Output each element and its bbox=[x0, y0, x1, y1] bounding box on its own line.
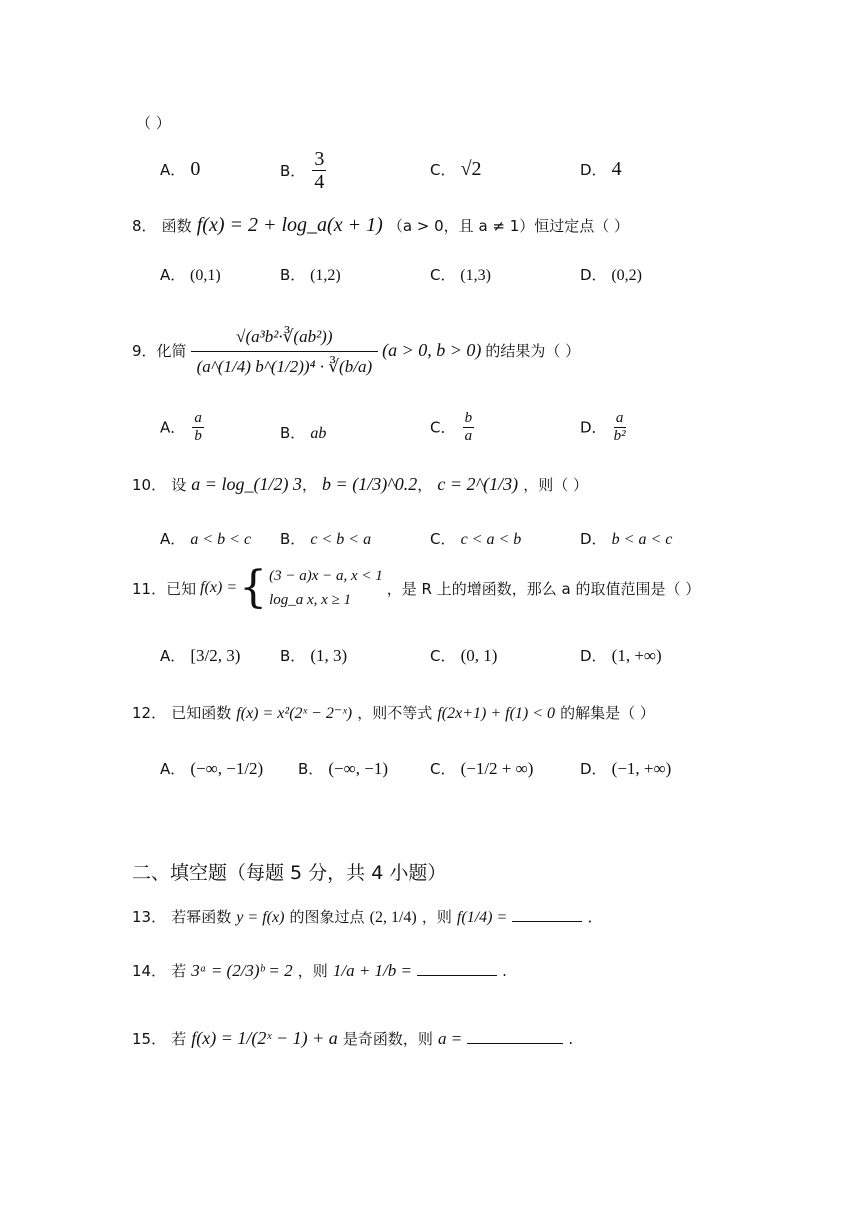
formula: f(x) = 2 + log_a(x + 1) bbox=[196, 214, 383, 236]
q10-option-a bbox=[160, 528, 251, 549]
formula: 1/a + 1/b = bbox=[332, 961, 412, 980]
numerator: a bbox=[194, 410, 202, 426]
q9-option-a bbox=[160, 410, 206, 444]
question-text: . bbox=[502, 962, 507, 980]
option-label: A． bbox=[160, 647, 186, 665]
question-number: 13． bbox=[132, 908, 167, 926]
option-label: A． bbox=[160, 530, 186, 548]
question-text: 若 bbox=[171, 962, 187, 980]
option-label: C． bbox=[430, 418, 456, 437]
option-value: 0 bbox=[190, 158, 201, 180]
q10-option-c bbox=[430, 528, 521, 549]
numerator: 3 bbox=[314, 148, 325, 170]
option-value: b < a < c bbox=[611, 531, 673, 548]
option-label: D． bbox=[580, 530, 607, 548]
q8-option-c bbox=[430, 264, 491, 285]
q11-option-b bbox=[280, 645, 347, 666]
question-answer-paren: （ ） bbox=[136, 114, 171, 132]
question-number: 10． bbox=[132, 476, 167, 494]
option-value: (−∞, −1/2) bbox=[190, 759, 264, 778]
option-label: C． bbox=[430, 266, 456, 284]
fraction bbox=[614, 410, 626, 444]
q12-option-c bbox=[430, 758, 533, 779]
option-value: (1, +∞) bbox=[611, 646, 662, 665]
q14-stem bbox=[132, 960, 507, 981]
formula: (2, 1/4) bbox=[369, 909, 417, 926]
q7-option-c bbox=[430, 158, 482, 181]
option-label: D． bbox=[580, 647, 607, 665]
q12-option-b bbox=[298, 758, 388, 779]
option-value: c < a < b bbox=[460, 531, 522, 548]
question-number: 14． bbox=[132, 962, 167, 980]
option-value: a < b < c bbox=[190, 531, 252, 548]
option-value: c < b < a bbox=[310, 531, 372, 548]
option-label: D． bbox=[580, 161, 607, 179]
option-value: √2 bbox=[460, 158, 482, 180]
formula: 3ᵃ = (2/3)ᵇ = 2 bbox=[191, 961, 293, 980]
answer-blank[interactable] bbox=[417, 975, 497, 976]
option-value: (1,2) bbox=[310, 267, 341, 284]
fraction bbox=[191, 324, 379, 376]
question-text: 的解集是（ ） bbox=[560, 704, 655, 722]
q7-option-b bbox=[280, 148, 328, 193]
q9-option-c bbox=[430, 410, 476, 444]
option-label: C． bbox=[430, 530, 456, 548]
formula: y = f(x) bbox=[236, 909, 285, 926]
question-text: （a > 0，且 a ≠ 1）恒过定点（ ） bbox=[387, 217, 630, 235]
option-label: D． bbox=[580, 266, 607, 284]
question-text: ，则（ ） bbox=[523, 476, 588, 494]
denominator: a bbox=[464, 427, 473, 444]
option-value: (−∞, −1) bbox=[328, 759, 389, 778]
fraction bbox=[192, 410, 204, 444]
question-text: 设 bbox=[171, 476, 187, 494]
q10-stem: 10． 设 a = log_(1/2) 3， b = (1/3)^0.2， c = 2^(1/3) ，则（ ） bbox=[132, 474, 588, 494]
answer-blank[interactable] bbox=[512, 921, 582, 922]
q8-option-a bbox=[160, 264, 221, 285]
option-label: A． bbox=[160, 760, 186, 778]
question-number: 12． bbox=[132, 704, 167, 722]
option-label: C． bbox=[430, 647, 456, 665]
question-text: . bbox=[568, 1030, 574, 1048]
question-text: ，则 bbox=[421, 908, 452, 926]
case-line: log_a x, x ≥ 1 bbox=[269, 592, 352, 608]
option-value: (−1, +∞) bbox=[611, 759, 672, 778]
question-text: ，则不等式 bbox=[357, 704, 433, 722]
question-text: 若 bbox=[171, 1030, 187, 1048]
q12-stem bbox=[132, 702, 655, 723]
option-label: B． bbox=[280, 647, 306, 665]
q11-option-a bbox=[160, 645, 240, 666]
numerator: √(a³b²·∛(ab²)) bbox=[191, 324, 379, 352]
denominator: 4 bbox=[314, 171, 325, 193]
option-label: D． bbox=[580, 418, 607, 437]
denominator: (a^(1/4) b^(1/2))⁴ · ∛(b/a) bbox=[196, 356, 373, 376]
denominator: b² bbox=[613, 427, 626, 444]
option-value: (−1/2 + ∞) bbox=[460, 759, 534, 778]
brace-icon: { bbox=[239, 562, 268, 613]
q15-stem bbox=[132, 1028, 573, 1049]
option-label: A． bbox=[160, 161, 186, 179]
option-label: B． bbox=[280, 162, 306, 180]
q7-option-a bbox=[160, 158, 200, 181]
q8-option-b bbox=[280, 264, 341, 285]
q11-option-c bbox=[430, 645, 497, 666]
q12-option-a bbox=[160, 758, 263, 779]
q11-option-d bbox=[580, 645, 662, 666]
formula: f(1/4) = bbox=[456, 909, 508, 926]
option-value: (0, 1) bbox=[460, 646, 498, 665]
question-number: 11． bbox=[132, 579, 167, 598]
fraction bbox=[463, 410, 475, 444]
option-value: (0,1) bbox=[190, 267, 221, 284]
formula: b = (1/3)^0.2 bbox=[322, 474, 418, 494]
option-label: C． bbox=[430, 161, 456, 179]
formula: f(x) = x²(2ˣ − 2⁻ˣ) bbox=[236, 705, 353, 722]
formula: f(2x+1) + f(1) < 0 bbox=[437, 705, 556, 722]
q7-option-d bbox=[580, 158, 622, 181]
option-value: (0,2) bbox=[611, 267, 642, 284]
option-label: D． bbox=[580, 760, 607, 778]
question-text: 已知 bbox=[166, 579, 197, 598]
q11-stem: 11． 已知 f(x) = { (3 − a)x − a, x < 1 log_a x, x ≥ 1 ，是 R 上的增函数，那么 a 的取值范围是（ ） bbox=[132, 562, 701, 613]
q8-option-d bbox=[580, 264, 642, 285]
q9-option-d bbox=[580, 410, 628, 444]
answer-blank[interactable] bbox=[467, 1043, 563, 1044]
question-text: 已知函数 bbox=[171, 704, 232, 722]
option-value: (1,3) bbox=[460, 267, 491, 284]
numerator: a bbox=[614, 410, 626, 428]
question-text: 化简 bbox=[156, 341, 187, 360]
question-text: 函数 bbox=[161, 217, 192, 235]
formula: c = 2^(1/3) bbox=[437, 474, 519, 494]
option-label: A． bbox=[160, 266, 186, 284]
option-value: (1, 3) bbox=[310, 646, 348, 665]
option-label: B． bbox=[280, 530, 306, 548]
piecewise-cases bbox=[269, 564, 383, 612]
question-number: 8． bbox=[132, 217, 157, 235]
numerator: b bbox=[464, 410, 473, 426]
section-title: 二、填空题（每题 5 分，共 4 小题） bbox=[132, 862, 447, 884]
option-label: C． bbox=[430, 760, 456, 778]
q9-stem bbox=[132, 300, 580, 400]
option-label: B． bbox=[280, 266, 306, 284]
question-number: 9． bbox=[132, 341, 157, 360]
q9-option-b bbox=[280, 422, 326, 443]
q8-stem bbox=[132, 214, 629, 237]
question-text: ，则 bbox=[297, 962, 328, 980]
question-text: 若幂函数 bbox=[171, 908, 232, 926]
q10-option-b bbox=[280, 528, 371, 549]
denominator: b bbox=[194, 427, 202, 444]
formula: a = bbox=[438, 1029, 463, 1048]
option-value: [3/2, 3) bbox=[190, 646, 241, 665]
question-text: 的结果为（ ） bbox=[485, 341, 581, 360]
fraction bbox=[312, 148, 326, 193]
question-text: 的图象过点 bbox=[289, 908, 365, 926]
formula: f(x) = 1/(2ˣ − 1) + a bbox=[191, 1028, 338, 1048]
option-label: B． bbox=[280, 424, 306, 442]
option-value: ab bbox=[310, 425, 327, 442]
q10-option-d bbox=[580, 528, 672, 549]
option-value: 4 bbox=[611, 158, 622, 180]
formula: a = log_(1/2) 3 bbox=[191, 474, 302, 494]
question-text: ，是 R 上的增函数，那么 a 的取值范围是（ ） bbox=[386, 579, 701, 598]
question-text: ． bbox=[587, 908, 603, 926]
case-line: (3 − a)x − a, x < 1 bbox=[269, 568, 383, 584]
condition: (a > 0, b > 0) bbox=[382, 339, 482, 360]
q12-option-d bbox=[580, 758, 671, 779]
option-label: B． bbox=[298, 760, 324, 778]
question-text: 是奇函数，则 bbox=[342, 1030, 433, 1048]
option-label: A． bbox=[160, 418, 186, 437]
question-number: 15． bbox=[132, 1030, 167, 1048]
q13-stem bbox=[132, 906, 602, 927]
